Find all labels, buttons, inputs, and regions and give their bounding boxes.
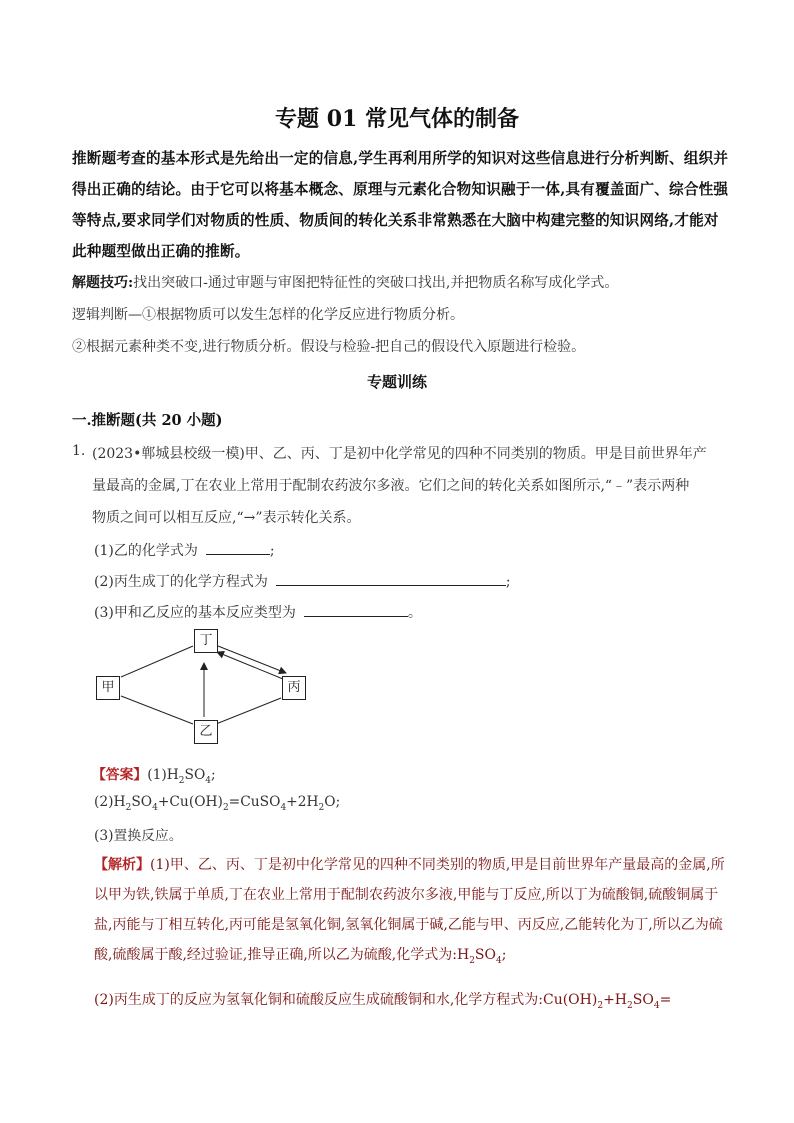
explanation-sub: 2 (469, 955, 475, 966)
intro-paragraph: 推断题考查的基本形式是先给出一定的信息,学生再利用所学的知识对这些信息进行分析判断、组织并得出正确的结论。由于它可以将基本概念、原理与元素化合物知识融于一体,具有覆盖面广、综合性强等特点,要求同学们对物质的性质、物质间的转化关系非常熟悉在大脑中构建完整的知识网络,才能对此种题型做出正确的推断。 (72, 150, 729, 260)
tips-text-1: 找出突破口-通过审题与审图把特征性的突破口找出,并把物质名称写成化学式。 (133, 275, 619, 291)
explanation-paragraph-2 (94, 985, 734, 1021)
answer-line-1 (92, 763, 216, 786)
node-jia: 甲 (96, 676, 120, 700)
sub-question-1-end: ; (269, 543, 275, 559)
line-jia-yi (121, 696, 193, 724)
answer-2-sub: 2 (222, 802, 229, 813)
explanation-sub: 4 (496, 955, 502, 966)
answer-tag: 【答案】 (92, 767, 148, 783)
sub-question-3 (94, 601, 422, 622)
node-bing: 丙 (282, 676, 306, 700)
explanation-text: = (659, 992, 672, 1008)
tips-line-2: 逻辑判断—①根据物质可以发生怎样的化学反应进行物质分析。 (72, 307, 464, 323)
sub-question-2-end: ; (505, 574, 511, 590)
sub-question-2-text: (2)丙生成丁的化学方程式为 (94, 574, 268, 590)
answer-2-sub: 2 (125, 802, 132, 813)
arrow-bing-to-ding (217, 652, 283, 679)
answer-2-sub: 4 (280, 802, 287, 813)
arrow-ding-to-bing (218, 646, 286, 673)
explanation-text: (1)甲、乙、丙、丁是初中化学常见的四种不同类别的物质,甲是目前世界年产量最高的金属,所以甲为铁,铁属于单质,丁在农业上常用于配制农药波尔多液,甲能与丁反应,所以丁为硫酸铜,硫酸铜属于盐,丙能与丁相互转化,丙可能是氢氧化铜,氢氧化铜属于碱,乙能与甲、丙反应,乙能转化为丁,所以乙为硫酸,硫酸属于酸,经过验证,推导正确,所以乙为硫酸,化学式为:H (94, 857, 725, 963)
sub-question-3-text: (3)甲和乙反应的基本反应类型为 (94, 605, 296, 621)
line-jia-ding (121, 646, 193, 677)
answer-line-2 (94, 794, 340, 813)
explanation-text: ; (501, 947, 507, 963)
question-line-1: (2023•郸城县校级一模)甲、乙、丙、丁是初中化学常见的四种不同类别的物质。甲是目前世界年产 (92, 446, 707, 462)
section-title: 专题训练 (366, 373, 427, 391)
answer-1-sub: 2 (178, 775, 185, 786)
explanation-sub: 4 (653, 1000, 660, 1011)
part-title: 一.推断题(共 20 小题) (72, 412, 223, 429)
sub-question-2 (94, 570, 511, 591)
answer-2-part: +Cu(OH) (157, 794, 223, 810)
explanation-text: SO (474, 947, 496, 963)
answer-2-sub: 4 (152, 802, 158, 813)
answer-2-sub: 2 (318, 802, 325, 813)
node-ding: 丁 (194, 629, 218, 653)
explanation-paragraph-1 (94, 850, 734, 976)
answer-2-part: +2H (286, 794, 319, 810)
sub-question-1-text: (1)乙的化学式为 (94, 543, 198, 559)
explanation-text: SO (632, 992, 654, 1008)
answer-1-part: (1)H (147, 767, 179, 783)
answer-blank-1[interactable] (206, 539, 270, 555)
answer-1-sub: 4 (205, 775, 211, 786)
explanation-text: (2)丙生成丁的反应为氢氧化铜和硫酸反应生成硫酸铜和水,化学方程式为:Cu(OH) (94, 992, 598, 1008)
node-yi: 乙 (194, 720, 218, 744)
answer-2-part: SO (131, 794, 153, 810)
page-title: 专题 01 常见气体的制备 (275, 106, 519, 132)
explanation-sub: 2 (597, 1000, 604, 1011)
tips-label: 解题技巧: (72, 275, 134, 291)
question-number: 1. (72, 443, 86, 459)
question-line-3: 物质之间可以相互反应,“→”表示转化关系。 (92, 510, 361, 526)
answer-blank-3[interactable] (304, 601, 408, 617)
answer-line-3: (3)置换反应。 (94, 828, 183, 844)
tips-line-3: ②根据元素种类不变,进行物质分析。假设与检验-把自己的假设代入原题进行检验。 (72, 339, 586, 355)
explanation-text: +H (603, 992, 628, 1008)
answer-1-part: SO (184, 767, 206, 783)
answer-blank-2[interactable] (276, 570, 506, 586)
answer-1-part: ; (211, 767, 216, 783)
question-line-2: 量最高的金属,丁在农业上常用于配制农药波尔多液。它们之间的转化关系如图所示,“﹣”表示两种 (92, 478, 690, 494)
answer-2-part: (2)H (94, 794, 126, 810)
relation-diagram (90, 624, 320, 748)
explanation-sub: 2 (627, 1000, 633, 1011)
answer-2-part: O; (324, 794, 341, 810)
explanation-tag: 【解析】 (94, 857, 150, 873)
sub-question-1 (94, 539, 275, 560)
sub-question-3-end: 。 (407, 605, 422, 621)
answer-2-part: =CuSO (228, 794, 281, 810)
tips-line-1 (72, 272, 618, 292)
line-yi-bing (216, 698, 281, 724)
